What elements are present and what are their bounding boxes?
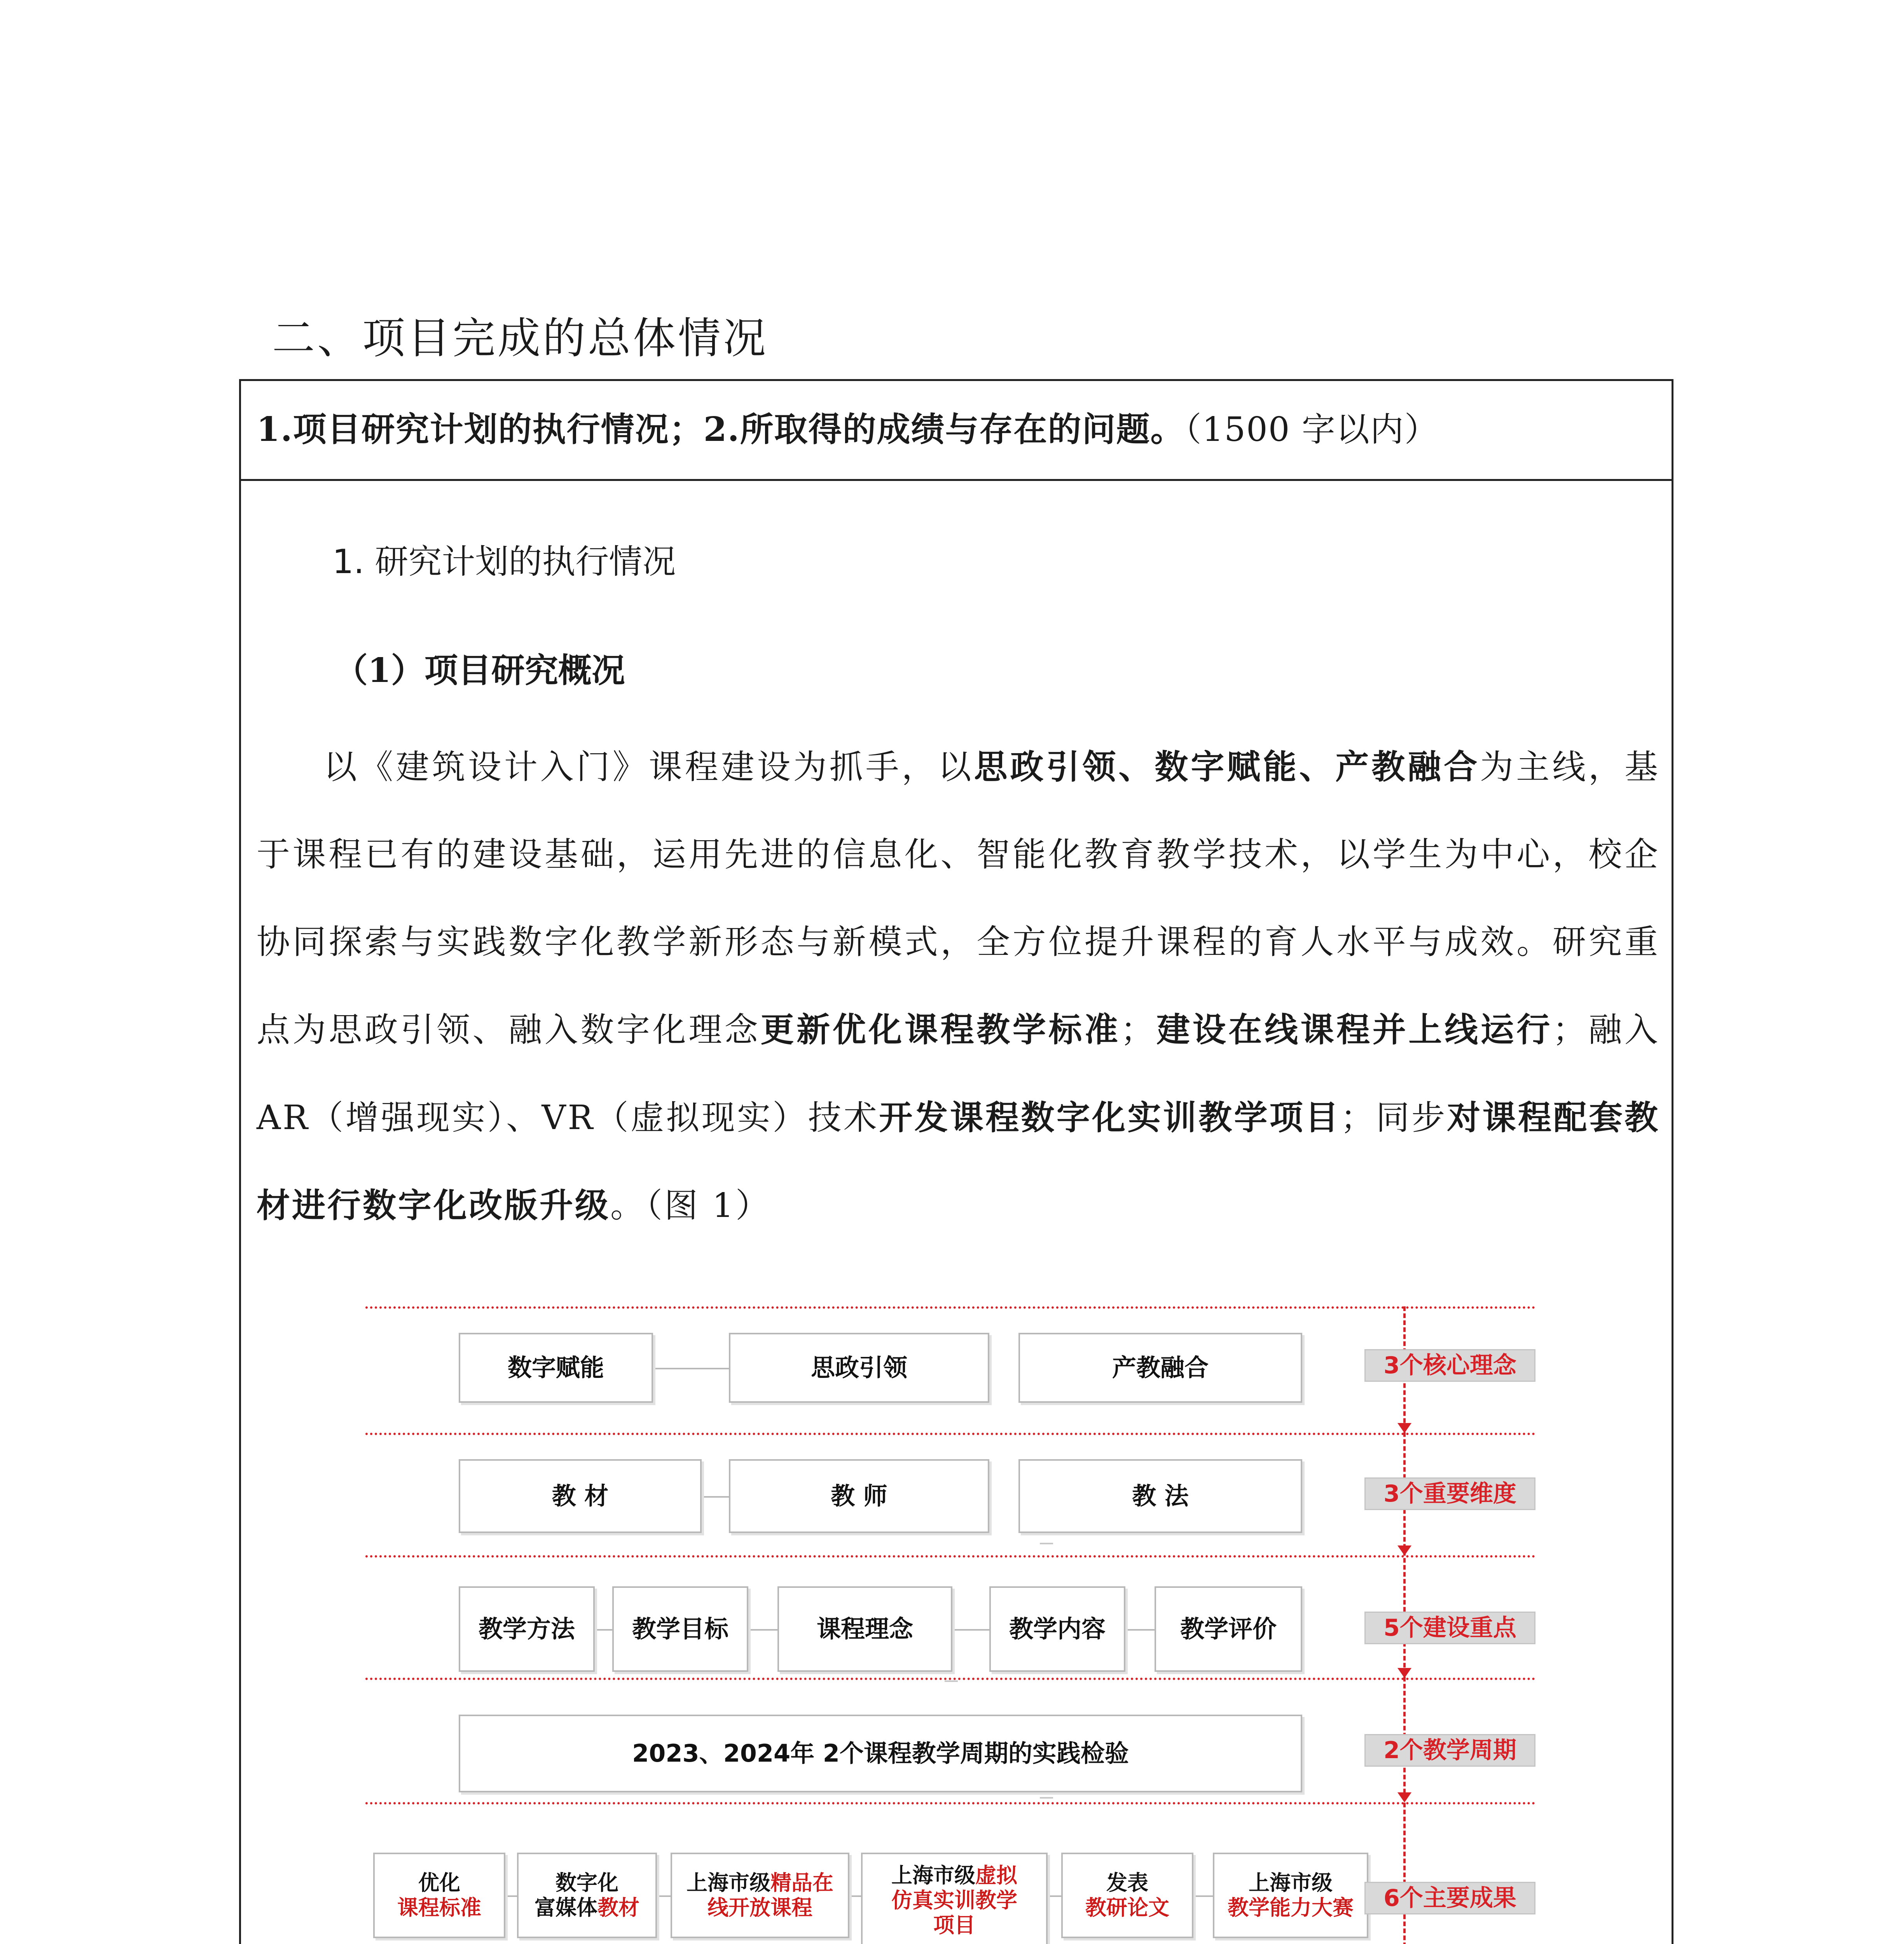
table-header-divider <box>239 479 1673 481</box>
concept-box-industry: 产教融合 <box>1018 1333 1302 1403</box>
cycle-box-practice: 2023、2024年 2个课程教学周期的实践检验 <box>459 1715 1302 1792</box>
result-label: 数字化 <box>555 1871 618 1895</box>
result-box-vr-project <box>861 1853 1048 1944</box>
result-label: 优化 <box>418 1871 460 1895</box>
concept-box-digital: 数字赋能 <box>459 1333 653 1403</box>
focus-box-evaluation: 教学评价 <box>1155 1586 1302 1672</box>
roadmap-diagram <box>365 1306 1543 1944</box>
focus-box-content: 教学内容 <box>989 1586 1125 1672</box>
overview-paragraph <box>257 723 1660 1250</box>
tag-construction-focus: 5个建设重点 <box>1364 1612 1535 1644</box>
table-header-num-1: 1. <box>257 410 293 449</box>
para-b3: 建设在线课程并上线运行 <box>1156 1010 1553 1049</box>
result-highlight: 教材 <box>597 1895 639 1920</box>
result-label: 上海市级 <box>1249 1871 1333 1895</box>
result-highlight: 项目 <box>933 1913 975 1937</box>
tag-main-results: 6个主要成果 <box>1364 1882 1535 1914</box>
tag-teaching-cycles: 2个教学周期 <box>1364 1734 1535 1767</box>
result-highlight: 虚拟 <box>975 1863 1017 1888</box>
result-highlight: 线开放课程 <box>707 1895 812 1920</box>
focus-box-goals: 教学目标 <box>612 1586 748 1672</box>
heading-1: 1. 研究计划的执行情况 <box>332 542 676 581</box>
arrow-down-icon <box>1397 1668 1411 1678</box>
tag-key-dimensions: 3个重要维度 <box>1364 1477 1535 1510</box>
arrow-down-icon <box>1397 1792 1411 1802</box>
para-s4: ；融入 AR（增强现实）、VR（虚拟现实）技术 <box>257 1010 1660 1137</box>
para-b2: 更新优化课程教学标准 <box>760 1010 1121 1049</box>
para-s1: 以《建筑设计入门》课程建设为抓手，以 <box>323 748 974 787</box>
row-separator <box>365 1306 1535 1309</box>
result-box-online-course <box>671 1853 849 1938</box>
table-header-num-2: 2. <box>703 410 740 449</box>
para-b5: 对课程配套教材进行数字化改版升级 <box>257 1098 1660 1225</box>
para-b1: 思政引领、数字赋能、产教融合 <box>974 747 1480 787</box>
decor-tick <box>945 1680 958 1682</box>
result-box-competition <box>1213 1853 1368 1938</box>
result-label: 富媒体 <box>535 1895 597 1920</box>
dimension-box-textbook: 教 材 <box>459 1459 702 1533</box>
focus-box-philosophy: 课程理念 <box>777 1586 952 1672</box>
heading-2: （1）项目研究概况 <box>334 651 625 690</box>
result-box-papers <box>1061 1853 1193 1938</box>
focus-box-methods: 教学方法 <box>459 1586 595 1672</box>
arrow-down-icon <box>1397 1545 1411 1556</box>
row-separator <box>365 1555 1535 1558</box>
row-separator <box>365 1802 1535 1804</box>
table-header-item-2: 所取得的成绩与存在的问题。 <box>740 410 1185 449</box>
decor-tick <box>1040 1797 1053 1799</box>
section-title: 二、项目完成的总体情况 <box>272 313 768 363</box>
dimension-box-teacher: 教 师 <box>729 1459 989 1533</box>
result-highlight: 课程标准 <box>397 1895 481 1920</box>
arrow-down-icon <box>1397 1423 1411 1433</box>
result-highlight: 仿真实训教学 <box>891 1888 1017 1913</box>
result-label: 发表 <box>1106 1871 1148 1895</box>
result-box-standards <box>373 1853 505 1938</box>
row-separator <box>365 1678 1535 1680</box>
tag-core-concepts: 3个核心理念 <box>1364 1349 1535 1382</box>
row-separator <box>365 1433 1535 1435</box>
para-s3: ； <box>1120 1010 1156 1049</box>
result-label: 上海市级 <box>686 1871 770 1895</box>
result-highlight: 精品在 <box>770 1871 833 1895</box>
para-s2: 为主线，基于课程已有的建设基础，运用先进的信息化、智能化教育教学技术，以学生为中心，校企协同探索与实践数字化教学新形态与新模式，全方位提升课程的育人水平与成效。研究重点为思政引领、融入数字化理念 <box>257 748 1660 1049</box>
result-highlight: 教研论文 <box>1085 1895 1169 1920</box>
result-highlight: 教学能力大赛 <box>1228 1895 1354 1920</box>
para-s5: ；同步 <box>1340 1098 1447 1137</box>
concept-box-ideology: 思政引领 <box>729 1333 989 1403</box>
dimension-box-method: 教 法 <box>1018 1459 1302 1533</box>
decor-tick <box>1040 1543 1053 1544</box>
table-header <box>257 404 1439 455</box>
table-header-note: （1500 字以内） <box>1184 410 1439 449</box>
table-header-item-1: 项目研究计划的执行情况； <box>293 410 704 449</box>
para-b4: 开发课程数字化实训教学项目 <box>879 1098 1341 1137</box>
para-s6: 。（图 1） <box>610 1186 771 1225</box>
result-box-textbook <box>517 1853 657 1938</box>
result-label: 上海市级 <box>891 1863 975 1888</box>
